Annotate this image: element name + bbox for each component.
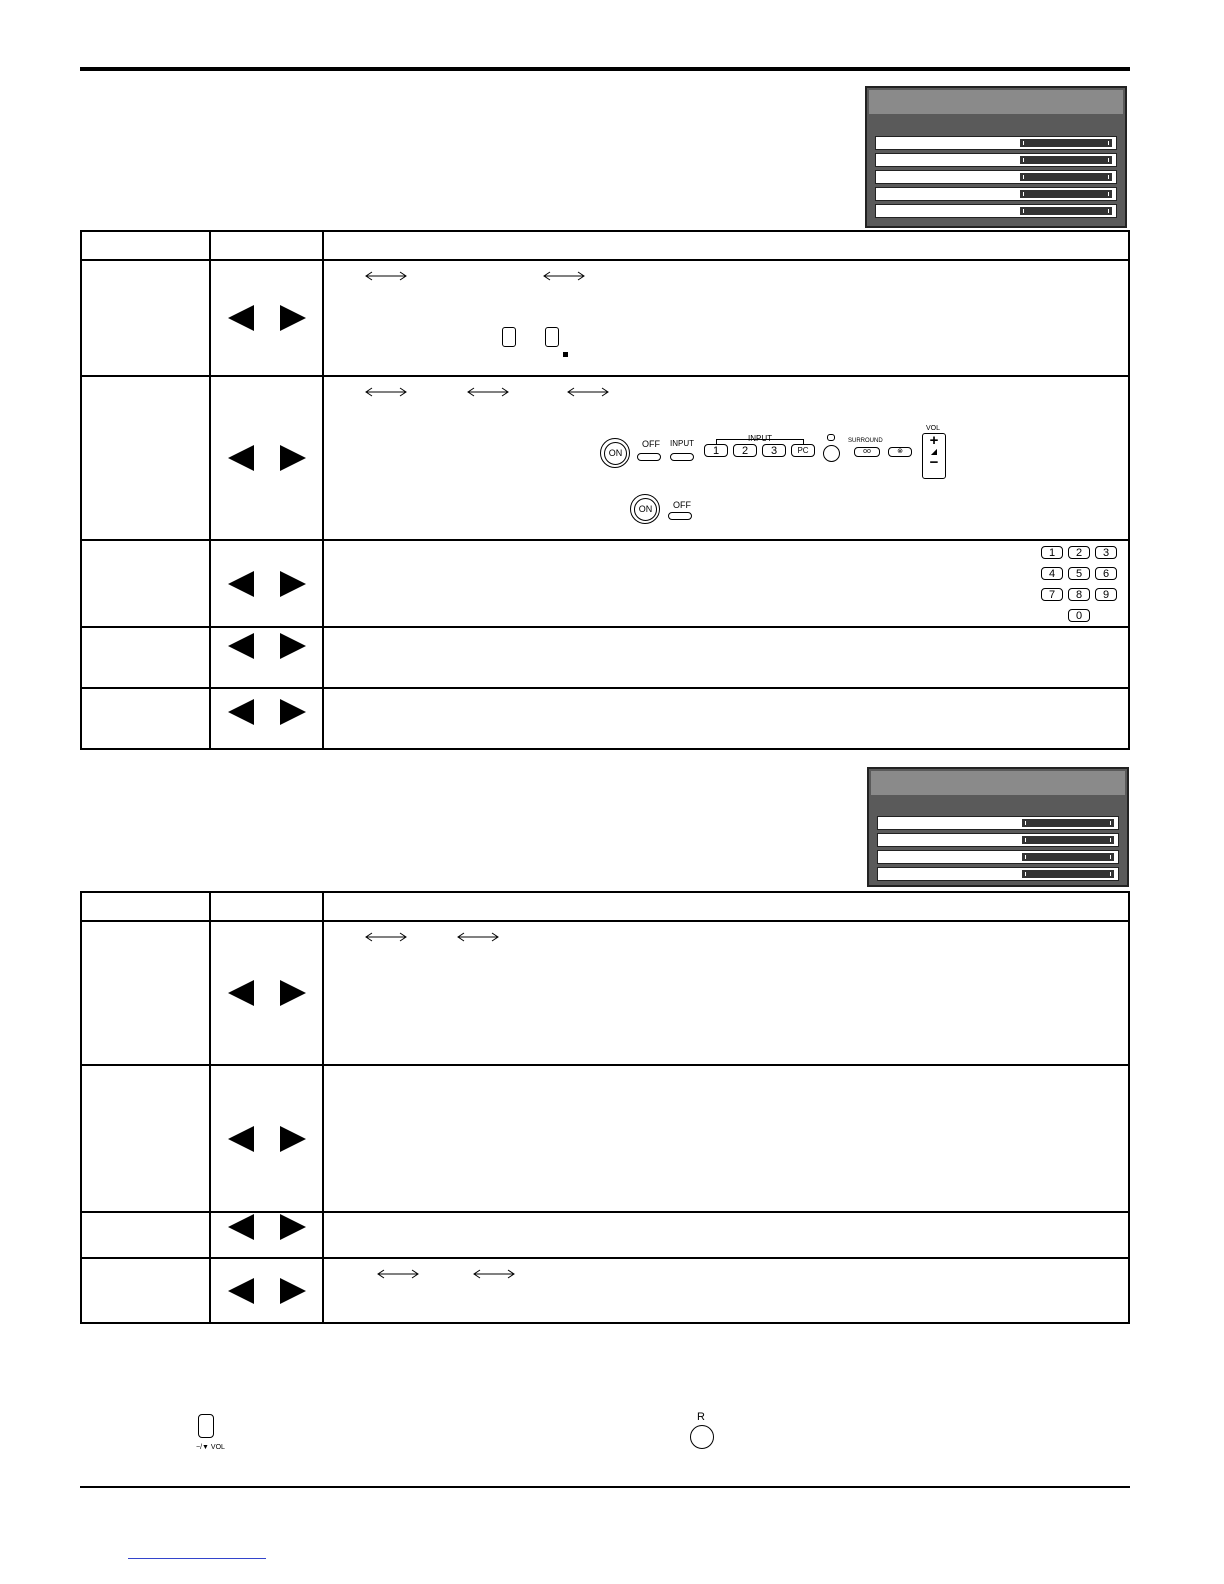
r-button-icon [690, 1425, 714, 1449]
left-right-arrows [211, 305, 322, 331]
table-row [81, 627, 1129, 688]
small-square-icon [563, 352, 568, 357]
right-arrow-icon [280, 980, 306, 1006]
off-label: OFF [642, 439, 660, 449]
vol-label: VOL [926, 425, 941, 432]
top-rule [80, 67, 1130, 71]
mute-button-icon: ⊗ [888, 447, 912, 457]
left-arrow-icon [228, 445, 254, 471]
double-arrow-icon [566, 387, 610, 397]
table-row [81, 921, 1129, 1065]
right-arrow-icon [280, 305, 306, 331]
input-label: INPUT [670, 439, 694, 448]
numpad-key: 6 [1095, 567, 1117, 580]
left-right-arrows [211, 980, 322, 1006]
left-right-arrows [211, 571, 322, 597]
left-arrow-icon [228, 699, 254, 725]
table-row [81, 1065, 1129, 1212]
numpad-key: 4 [1041, 567, 1063, 580]
left-right-arrows [211, 445, 322, 471]
input-button-icon [670, 453, 694, 461]
right-arrow-icon [280, 571, 306, 597]
double-arrow-icon [364, 387, 408, 397]
off-button-icon [637, 453, 661, 461]
double-arrow-icon [376, 1269, 420, 1279]
osd-menu-thumbnail-1 [865, 86, 1127, 228]
surround-label: SURROUND [848, 438, 883, 444]
bottom-rule [80, 1486, 1130, 1488]
table-row [81, 1258, 1129, 1323]
input-group-bracket [716, 439, 804, 444]
table-row [81, 540, 1129, 627]
table-header-row [81, 231, 1129, 260]
right-arrow-icon [280, 445, 306, 471]
left-right-arrows [211, 699, 322, 725]
off-label: OFF [673, 500, 691, 510]
vol-minus: − [929, 454, 939, 471]
on-button-icon [600, 438, 630, 468]
double-arrow-icon [364, 271, 408, 281]
vol-down-button-icon [198, 1414, 214, 1438]
left-right-arrows [211, 1278, 322, 1304]
left-right-arrows [211, 1126, 322, 1152]
osd-menu-header [871, 771, 1125, 795]
osd-menu-row [877, 867, 1119, 881]
right-arrow-icon [280, 1126, 306, 1152]
recall-button-icon [823, 445, 840, 462]
input-group-label: INPUT [748, 434, 772, 443]
left-right-arrows [211, 1214, 322, 1240]
numpad-key: 3 [1095, 546, 1117, 559]
vol-down-label: −/▼ VOL [196, 1444, 225, 1451]
left-arrow-icon [228, 1126, 254, 1152]
r-label: R [697, 1411, 705, 1423]
numpad-key: 1 [1041, 546, 1063, 559]
right-arrow-icon [280, 1214, 306, 1240]
left-arrow-icon [228, 1214, 254, 1240]
settings-table-2 [80, 891, 1130, 1324]
double-arrow-icon [472, 1269, 516, 1279]
left-arrow-icon [228, 980, 254, 1006]
aspect-icon [827, 434, 835, 441]
off-button-icon [668, 512, 692, 520]
right-arrow-icon [280, 1278, 306, 1304]
left-arrow-icon [228, 305, 254, 331]
input-3-button: 3 [762, 444, 786, 457]
double-arrow-icon [466, 387, 510, 397]
numpad-key: 5 [1068, 567, 1090, 580]
input-1-button: 1 [704, 444, 728, 457]
table-row [81, 376, 1129, 540]
on-label: ON [604, 442, 627, 465]
osd-menu-row [875, 187, 1117, 201]
left-arrow-icon [228, 1278, 254, 1304]
left-arrow-icon [228, 633, 254, 659]
osd-menu-thumbnail-2 [867, 767, 1129, 887]
settings-table-1 [80, 230, 1130, 750]
double-arrow-icon [542, 271, 586, 281]
double-arrow-icon [456, 932, 500, 942]
right-arrow-icon [280, 633, 306, 659]
osd-menu-row [875, 136, 1117, 150]
link-underline [128, 1558, 266, 1559]
on-button-icon [630, 494, 660, 524]
surround-button-icon: oo [854, 447, 880, 457]
osd-menu-row [875, 170, 1117, 184]
numpad-key: 7 [1041, 588, 1063, 601]
osd-menu-row [875, 204, 1117, 218]
numpad-key: 9 [1095, 588, 1117, 601]
remote-button-icon [545, 327, 559, 347]
right-arrow-icon [280, 699, 306, 725]
table-header-row [81, 892, 1129, 921]
numpad-key: 0 [1068, 609, 1090, 622]
left-arrow-icon [228, 571, 254, 597]
table-row [81, 688, 1129, 749]
numpad-key: 2 [1068, 546, 1090, 559]
left-right-arrows [211, 633, 322, 659]
osd-menu-row [875, 153, 1117, 167]
input-2-button: 2 [733, 444, 757, 457]
osd-menu-header [869, 90, 1123, 114]
osd-menu-row [877, 850, 1119, 864]
pc-button: PC [791, 444, 815, 457]
vol-plus: + [929, 432, 939, 449]
double-arrow-icon [364, 932, 408, 942]
table-row [81, 1212, 1129, 1258]
remote-button-icon [502, 327, 516, 347]
on-label: ON [634, 498, 657, 521]
vol-rocker-icon: + ◢ − [922, 433, 946, 479]
osd-menu-row [877, 816, 1119, 830]
osd-menu-row [877, 833, 1119, 847]
table-row [81, 260, 1129, 376]
numpad-key: 8 [1068, 588, 1090, 601]
